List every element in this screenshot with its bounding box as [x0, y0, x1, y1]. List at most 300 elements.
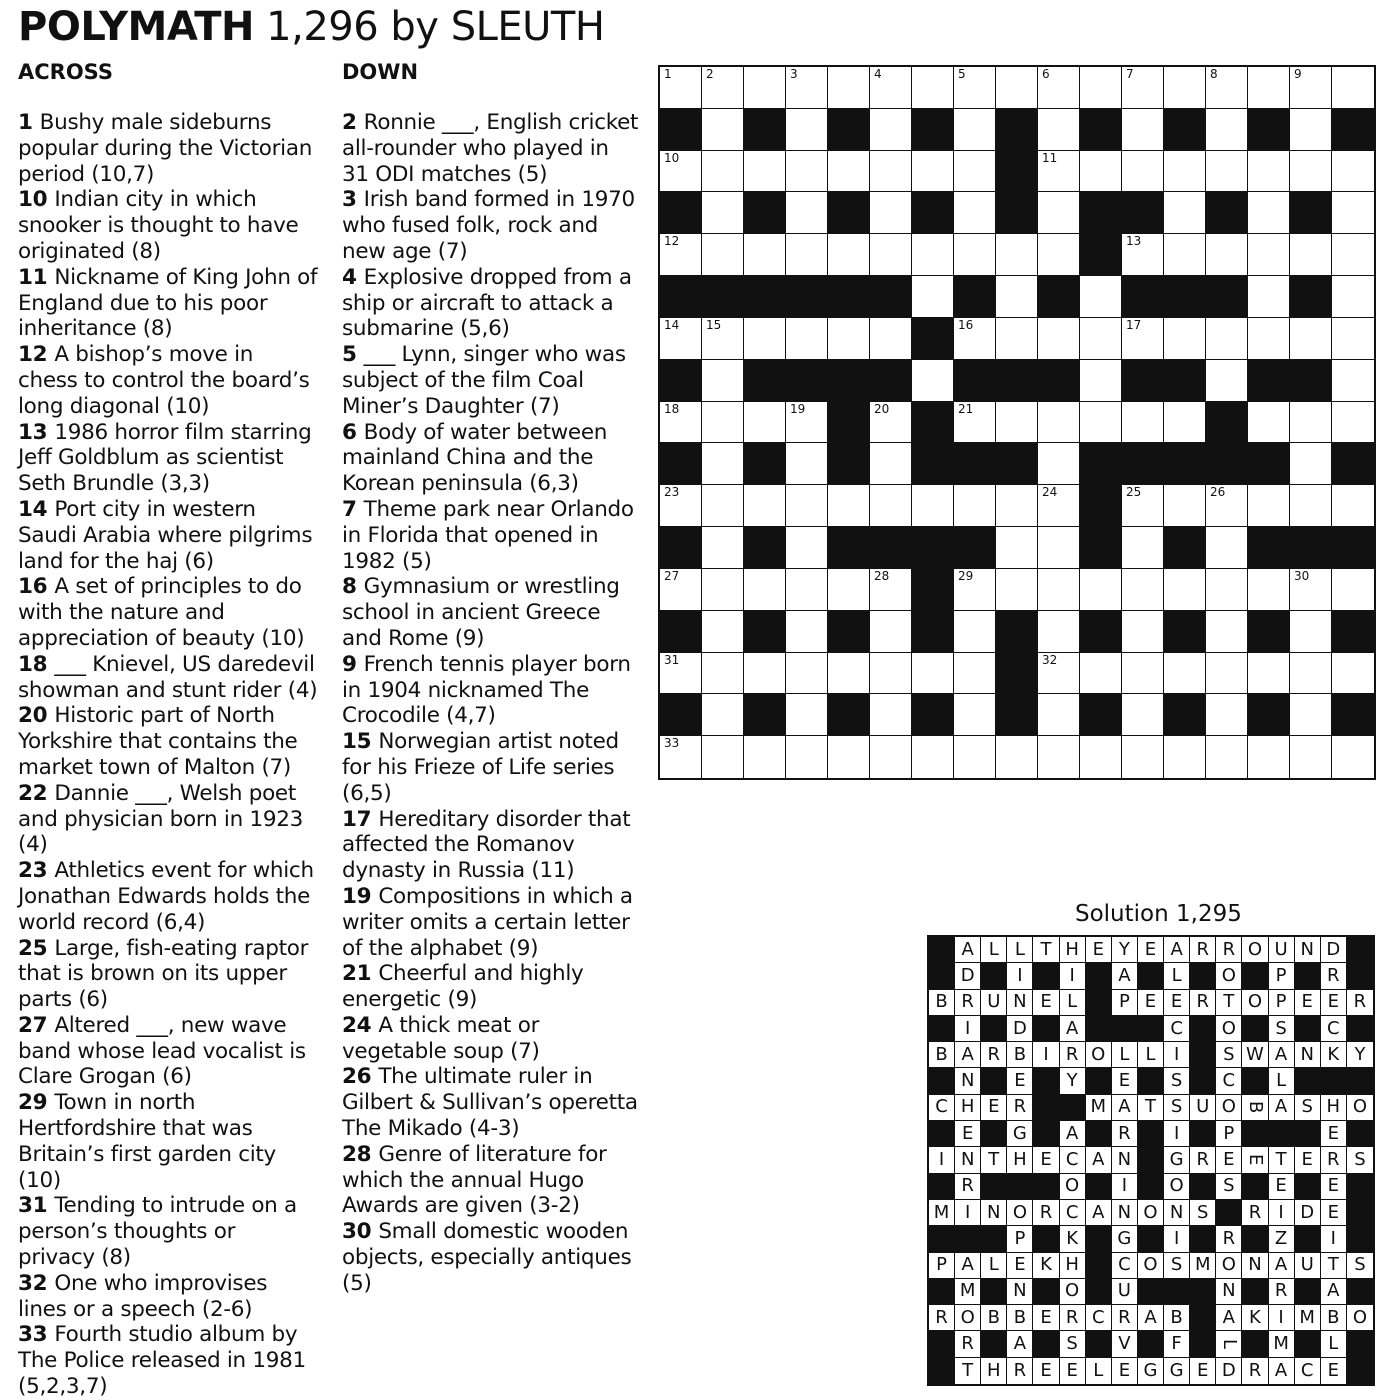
solution-letter: M — [1086, 1095, 1112, 1121]
answer-square[interactable] — [1038, 151, 1080, 193]
answer-square[interactable] — [702, 360, 744, 402]
answer-square[interactable] — [1332, 402, 1374, 444]
answer-square[interactable] — [1122, 653, 1164, 695]
answer-square[interactable] — [1164, 485, 1206, 527]
answer-square[interactable] — [1290, 67, 1332, 109]
answer-square[interactable] — [1122, 67, 1164, 109]
answer-square[interactable] — [1332, 736, 1374, 778]
answer-square[interactable] — [1164, 234, 1206, 276]
answer-square[interactable] — [786, 694, 828, 736]
answer-square[interactable] — [1290, 402, 1332, 444]
answer-square[interactable] — [1038, 443, 1080, 485]
answer-square[interactable] — [954, 736, 996, 778]
answer-square[interactable] — [870, 569, 912, 611]
answer-square[interactable] — [1248, 402, 1290, 444]
answer-square[interactable] — [744, 485, 786, 527]
solution-letter: R — [1033, 1200, 1059, 1226]
answer-square[interactable] — [954, 402, 996, 444]
answer-square[interactable] — [1248, 67, 1290, 109]
answer-square[interactable] — [1080, 653, 1122, 695]
answer-square[interactable] — [702, 653, 744, 695]
answer-square[interactable] — [1332, 151, 1374, 193]
clue-number: 7 — [342, 496, 357, 522]
answer-square[interactable] — [1164, 67, 1206, 109]
answer-square[interactable] — [1080, 402, 1122, 444]
black-square — [1038, 360, 1080, 402]
answer-square[interactable] — [870, 653, 912, 695]
answer-square[interactable] — [954, 151, 996, 193]
solution-black-square — [981, 1121, 1007, 1147]
down-clue — [342, 652, 642, 729]
solution-black-square — [1242, 1016, 1268, 1042]
answer-square[interactable] — [1248, 192, 1290, 234]
answer-square[interactable] — [786, 485, 828, 527]
answer-square[interactable] — [954, 611, 996, 653]
answer-square[interactable] — [1290, 485, 1332, 527]
clue-number: 27 — [18, 1012, 48, 1038]
solution-letter: O — [1216, 1016, 1242, 1042]
solution-letter: S — [1269, 1016, 1295, 1042]
solution-letter: O — [1138, 1200, 1164, 1226]
solution-letter: C — [1086, 1305, 1112, 1331]
solution-letter: T — [1269, 1147, 1295, 1173]
answer-square[interactable] — [1038, 527, 1080, 569]
solution-black-square — [929, 1174, 955, 1200]
solution-letter: G — [1112, 1226, 1138, 1252]
answer-square[interactable] — [660, 151, 702, 193]
answer-square[interactable] — [996, 234, 1038, 276]
solution-letter: L — [1138, 1042, 1164, 1068]
clue-number: 30 — [342, 1219, 372, 1245]
answer-square[interactable] — [1206, 736, 1248, 778]
answer-square[interactable] — [744, 67, 786, 109]
answer-square[interactable] — [870, 192, 912, 234]
answer-square[interactable] — [1038, 611, 1080, 653]
solution-letter: A — [1269, 1095, 1295, 1121]
answer-square[interactable] — [702, 694, 744, 736]
answer-square[interactable] — [996, 67, 1038, 109]
answer-square[interactable] — [1122, 318, 1164, 360]
solution-black-square — [1295, 963, 1321, 989]
answer-square[interactable] — [786, 569, 828, 611]
answer-square[interactable] — [828, 234, 870, 276]
black-square — [828, 192, 870, 234]
answer-square[interactable] — [954, 485, 996, 527]
answer-square[interactable] — [870, 402, 912, 444]
answer-square[interactable] — [744, 653, 786, 695]
solution-black-square — [1033, 1095, 1059, 1121]
solution-black-square — [1190, 1174, 1216, 1200]
solution-letter: U — [981, 990, 1007, 1016]
answer-square[interactable] — [660, 234, 702, 276]
answer-square[interactable] — [786, 402, 828, 444]
clue-number-label: 12 — [664, 234, 680, 249]
solution-black-square — [1347, 1174, 1373, 1200]
answer-square[interactable] — [1122, 402, 1164, 444]
answer-square[interactable] — [828, 653, 870, 695]
answer-square[interactable] — [1122, 109, 1164, 151]
answer-square[interactable] — [1038, 736, 1080, 778]
answer-square[interactable] — [912, 67, 954, 109]
black-square — [1164, 276, 1206, 318]
solution-cells — [929, 937, 1373, 1384]
answer-square[interactable] — [1038, 694, 1080, 736]
answer-square[interactable] — [1206, 611, 1248, 653]
answer-square[interactable] — [660, 736, 702, 778]
solution-letter: G — [1138, 1358, 1164, 1384]
answer-square[interactable] — [1206, 234, 1248, 276]
answer-square[interactable] — [954, 569, 996, 611]
answer-square[interactable] — [912, 234, 954, 276]
answer-square[interactable] — [786, 653, 828, 695]
down-clue — [342, 420, 642, 497]
answer-square[interactable] — [1206, 527, 1248, 569]
black-square — [912, 318, 954, 360]
answer-square[interactable] — [1164, 653, 1206, 695]
answer-square[interactable] — [1332, 276, 1374, 318]
solution-letter: B — [929, 1042, 955, 1068]
answer-square[interactable] — [1080, 569, 1122, 611]
answer-square[interactable] — [1038, 485, 1080, 527]
solution-black-square — [1138, 1016, 1164, 1042]
answer-square[interactable] — [1038, 67, 1080, 109]
answer-square[interactable] — [1080, 736, 1122, 778]
answer-square[interactable] — [786, 67, 828, 109]
solution-letter: E — [1112, 1068, 1138, 1094]
solution-black-square — [981, 1331, 1007, 1357]
answer-square[interactable] — [702, 569, 744, 611]
solution-letter: K — [1242, 1305, 1268, 1331]
answer-square[interactable] — [828, 569, 870, 611]
black-square — [912, 694, 954, 736]
answer-square[interactable] — [744, 151, 786, 193]
clue-text: Tending to intrude on a person’s thoughts or privacy (8) — [18, 1193, 297, 1271]
answer-square[interactable] — [1038, 192, 1080, 234]
answer-square[interactable] — [954, 653, 996, 695]
solution-letter: L — [1007, 937, 1033, 963]
clue-number: 18 — [18, 651, 48, 677]
clue-number: 22 — [18, 780, 48, 806]
solution-black-square — [1295, 1121, 1321, 1147]
clue-number-label: 11 — [1042, 150, 1058, 165]
answer-square[interactable] — [1248, 151, 1290, 193]
answer-square[interactable] — [1164, 736, 1206, 778]
answer-square[interactable] — [1290, 109, 1332, 151]
answer-square[interactable] — [1248, 653, 1290, 695]
answer-square[interactable] — [828, 485, 870, 527]
answer-square[interactable] — [744, 318, 786, 360]
black-square — [828, 611, 870, 653]
solution-letter: C — [1216, 1068, 1242, 1094]
solution-letter: C — [929, 1095, 955, 1121]
answer-square[interactable] — [660, 653, 702, 695]
answer-square[interactable] — [1290, 234, 1332, 276]
across-clue — [18, 110, 318, 187]
answer-square[interactable] — [912, 151, 954, 193]
answer-square[interactable] — [786, 234, 828, 276]
solution-letter: O — [955, 1305, 981, 1331]
answer-square[interactable] — [870, 109, 912, 151]
clue-text: Town in north Hertfordshire that was Britain’s first garden city (10) — [18, 1090, 276, 1193]
answer-square[interactable] — [996, 318, 1038, 360]
answer-square[interactable] — [1122, 694, 1164, 736]
across-clue — [18, 187, 318, 264]
answer-square[interactable] — [786, 736, 828, 778]
answer-square[interactable] — [702, 611, 744, 653]
answer-square[interactable] — [702, 485, 744, 527]
solution-letter: Y — [1347, 1042, 1373, 1068]
answer-square[interactable] — [1080, 360, 1122, 402]
answer-square[interactable] — [660, 67, 702, 109]
answer-square[interactable] — [1332, 192, 1374, 234]
answer-square[interactable] — [660, 402, 702, 444]
solution-letter: R — [1190, 937, 1216, 963]
clue-number-label: 10 — [664, 150, 680, 165]
answer-square[interactable] — [1290, 611, 1332, 653]
answer-square[interactable] — [1290, 151, 1332, 193]
black-square — [660, 360, 702, 402]
solution-black-square — [1242, 963, 1268, 989]
solution-black-square — [929, 1226, 955, 1252]
answer-square[interactable] — [828, 67, 870, 109]
answer-square[interactable] — [1122, 485, 1164, 527]
answer-square[interactable] — [1248, 736, 1290, 778]
clue-text: Port city in western Saudi Arabia where pilgrims land for the haj (6) — [18, 496, 313, 574]
answer-square[interactable] — [702, 234, 744, 276]
answer-square[interactable] — [702, 109, 744, 151]
answer-square[interactable] — [1206, 318, 1248, 360]
black-square — [912, 192, 954, 234]
clue-number: 28 — [342, 1141, 372, 1167]
answer-square[interactable] — [1164, 402, 1206, 444]
answer-square[interactable] — [1122, 569, 1164, 611]
solution-letter: E — [1321, 1200, 1347, 1226]
black-square — [1206, 276, 1248, 318]
answer-square[interactable] — [996, 276, 1038, 318]
answer-square[interactable] — [954, 694, 996, 736]
answer-square[interactable] — [1248, 569, 1290, 611]
answer-square[interactable] — [870, 318, 912, 360]
answer-square[interactable] — [1122, 527, 1164, 569]
answer-square[interactable] — [660, 569, 702, 611]
answer-square[interactable] — [1290, 318, 1332, 360]
solution-letter: D — [955, 963, 981, 989]
answer-square[interactable] — [786, 151, 828, 193]
answer-square[interactable] — [786, 318, 828, 360]
answer-square[interactable] — [870, 736, 912, 778]
black-square — [912, 527, 954, 569]
answer-square[interactable] — [1248, 318, 1290, 360]
clue-number: 4 — [342, 264, 357, 290]
answer-square[interactable] — [912, 653, 954, 695]
answer-square[interactable] — [702, 151, 744, 193]
solution-letter: R — [1321, 963, 1347, 989]
black-square — [828, 527, 870, 569]
solution-letter: R — [1190, 990, 1216, 1016]
answer-square[interactable] — [1332, 318, 1374, 360]
answer-square[interactable] — [1248, 485, 1290, 527]
solution-letter: E — [1007, 1253, 1033, 1279]
answer-square[interactable] — [1332, 653, 1374, 695]
answer-square[interactable] — [996, 485, 1038, 527]
solution-letter: A — [1086, 1200, 1112, 1226]
solution-letter: S — [1347, 1147, 1373, 1173]
solution-letter: T — [1321, 1253, 1347, 1279]
solution-black-square — [1347, 963, 1373, 989]
answer-square[interactable] — [1206, 360, 1248, 402]
answer-square[interactable] — [996, 569, 1038, 611]
answer-square[interactable] — [996, 402, 1038, 444]
answer-square[interactable] — [1164, 192, 1206, 234]
across-clue — [18, 703, 318, 780]
answer-square[interactable] — [702, 192, 744, 234]
answer-square[interactable] — [1080, 276, 1122, 318]
answer-square[interactable] — [1038, 109, 1080, 151]
answer-square[interactable] — [1206, 653, 1248, 695]
answer-square[interactable] — [870, 611, 912, 653]
solution-letter: U — [1190, 1095, 1216, 1121]
answer-square[interactable] — [1164, 151, 1206, 193]
solution-letter: I — [1033, 1042, 1059, 1068]
down-clue — [342, 497, 642, 574]
answer-square[interactable] — [1038, 653, 1080, 695]
answer-square[interactable] — [786, 527, 828, 569]
answer-square[interactable] — [996, 527, 1038, 569]
across-clue-list — [18, 110, 318, 1400]
answer-square[interactable] — [1038, 234, 1080, 276]
answer-square[interactable] — [702, 443, 744, 485]
answer-square[interactable] — [702, 736, 744, 778]
answer-square[interactable] — [1332, 360, 1374, 402]
answer-square[interactable] — [870, 234, 912, 276]
answer-square[interactable] — [660, 485, 702, 527]
answer-square[interactable] — [1290, 653, 1332, 695]
answer-square[interactable] — [1080, 318, 1122, 360]
answer-square[interactable] — [1206, 109, 1248, 151]
answer-square[interactable] — [828, 151, 870, 193]
answer-square[interactable] — [1164, 569, 1206, 611]
answer-square[interactable] — [912, 360, 954, 402]
answer-square[interactable] — [1164, 318, 1206, 360]
answer-square[interactable] — [702, 402, 744, 444]
answer-square[interactable] — [1290, 694, 1332, 736]
answer-square[interactable] — [786, 443, 828, 485]
solution-letter: A — [1112, 1095, 1138, 1121]
answer-square[interactable] — [1038, 402, 1080, 444]
answer-square[interactable] — [1122, 234, 1164, 276]
answer-square[interactable] — [870, 67, 912, 109]
answer-square[interactable] — [744, 402, 786, 444]
answer-square[interactable] — [870, 485, 912, 527]
answer-square[interactable] — [1290, 443, 1332, 485]
solution-letter: P — [1269, 963, 1295, 989]
answer-square[interactable] — [1038, 318, 1080, 360]
answer-square[interactable] — [912, 485, 954, 527]
clue-text: 1986 horror film starring Jeff Goldblum as scientist Seth Brundle (3,3) — [18, 419, 312, 497]
answer-square[interactable] — [744, 234, 786, 276]
answer-square[interactable] — [954, 192, 996, 234]
answer-square[interactable] — [1332, 485, 1374, 527]
answer-square[interactable] — [1206, 694, 1248, 736]
answer-square[interactable] — [1206, 67, 1248, 109]
answer-square[interactable] — [1206, 569, 1248, 611]
answer-square[interactable] — [702, 67, 744, 109]
clue-number-label: 23 — [664, 485, 680, 500]
answer-square[interactable] — [828, 736, 870, 778]
solution-letter: W — [1242, 1042, 1268, 1068]
answer-square[interactable] — [1080, 151, 1122, 193]
clue-number: 15 — [342, 729, 372, 755]
answer-square[interactable] — [1332, 67, 1374, 109]
clue-text: Body of water between mainland China and the Korean peninsula (6,3) — [342, 419, 608, 497]
answer-square[interactable] — [1290, 569, 1332, 611]
clue-number-label: 27 — [664, 568, 680, 583]
answer-square[interactable] — [954, 67, 996, 109]
solution-letter: D — [1295, 1200, 1321, 1226]
answer-square[interactable] — [744, 736, 786, 778]
answer-square[interactable] — [786, 192, 828, 234]
answer-square[interactable] — [1122, 151, 1164, 193]
answer-square[interactable] — [744, 569, 786, 611]
solution-black-square — [1347, 1200, 1373, 1226]
black-square — [660, 192, 702, 234]
solution-letter: L — [1060, 990, 1086, 1016]
clue-number-label: 3 — [790, 67, 798, 81]
answer-square[interactable] — [870, 151, 912, 193]
solution-letter: B — [981, 1305, 1007, 1331]
answer-square[interactable] — [1206, 151, 1248, 193]
answer-square[interactable] — [1038, 569, 1080, 611]
down-clue — [342, 729, 642, 806]
answer-square[interactable] — [1206, 485, 1248, 527]
answer-square[interactable] — [954, 109, 996, 151]
answer-square[interactable] — [1122, 611, 1164, 653]
answer-square[interactable] — [660, 318, 702, 360]
answer-square[interactable] — [702, 527, 744, 569]
solution-letter: O — [1347, 1095, 1373, 1121]
answer-square[interactable] — [912, 276, 954, 318]
answer-square[interactable] — [786, 611, 828, 653]
clue-number-label: 1 — [664, 67, 672, 81]
answer-square[interactable] — [1332, 234, 1374, 276]
answer-square[interactable] — [870, 694, 912, 736]
solution-black-square — [1138, 1331, 1164, 1357]
solution-letter: O — [1086, 1042, 1112, 1068]
answer-square[interactable] — [954, 234, 996, 276]
black-square — [744, 694, 786, 736]
answer-square[interactable] — [1332, 569, 1374, 611]
answer-square[interactable] — [1290, 736, 1332, 778]
clue-number-label: 6 — [1042, 67, 1050, 81]
answer-square[interactable] — [996, 736, 1038, 778]
black-square — [1290, 276, 1332, 318]
solution-letter: E — [1086, 937, 1112, 963]
answer-square[interactable] — [786, 109, 828, 151]
answer-square[interactable] — [870, 443, 912, 485]
answer-square[interactable] — [912, 736, 954, 778]
answer-square[interactable] — [1248, 234, 1290, 276]
solution-letter: I — [1164, 1042, 1190, 1068]
answer-square[interactable] — [1080, 67, 1122, 109]
black-square — [1080, 109, 1122, 151]
answer-square[interactable] — [828, 318, 870, 360]
answer-square[interactable] — [702, 318, 744, 360]
black-square — [912, 109, 954, 151]
across-clue — [18, 497, 318, 574]
answer-square[interactable] — [1248, 276, 1290, 318]
answer-square[interactable] — [1122, 736, 1164, 778]
answer-square[interactable] — [954, 318, 996, 360]
